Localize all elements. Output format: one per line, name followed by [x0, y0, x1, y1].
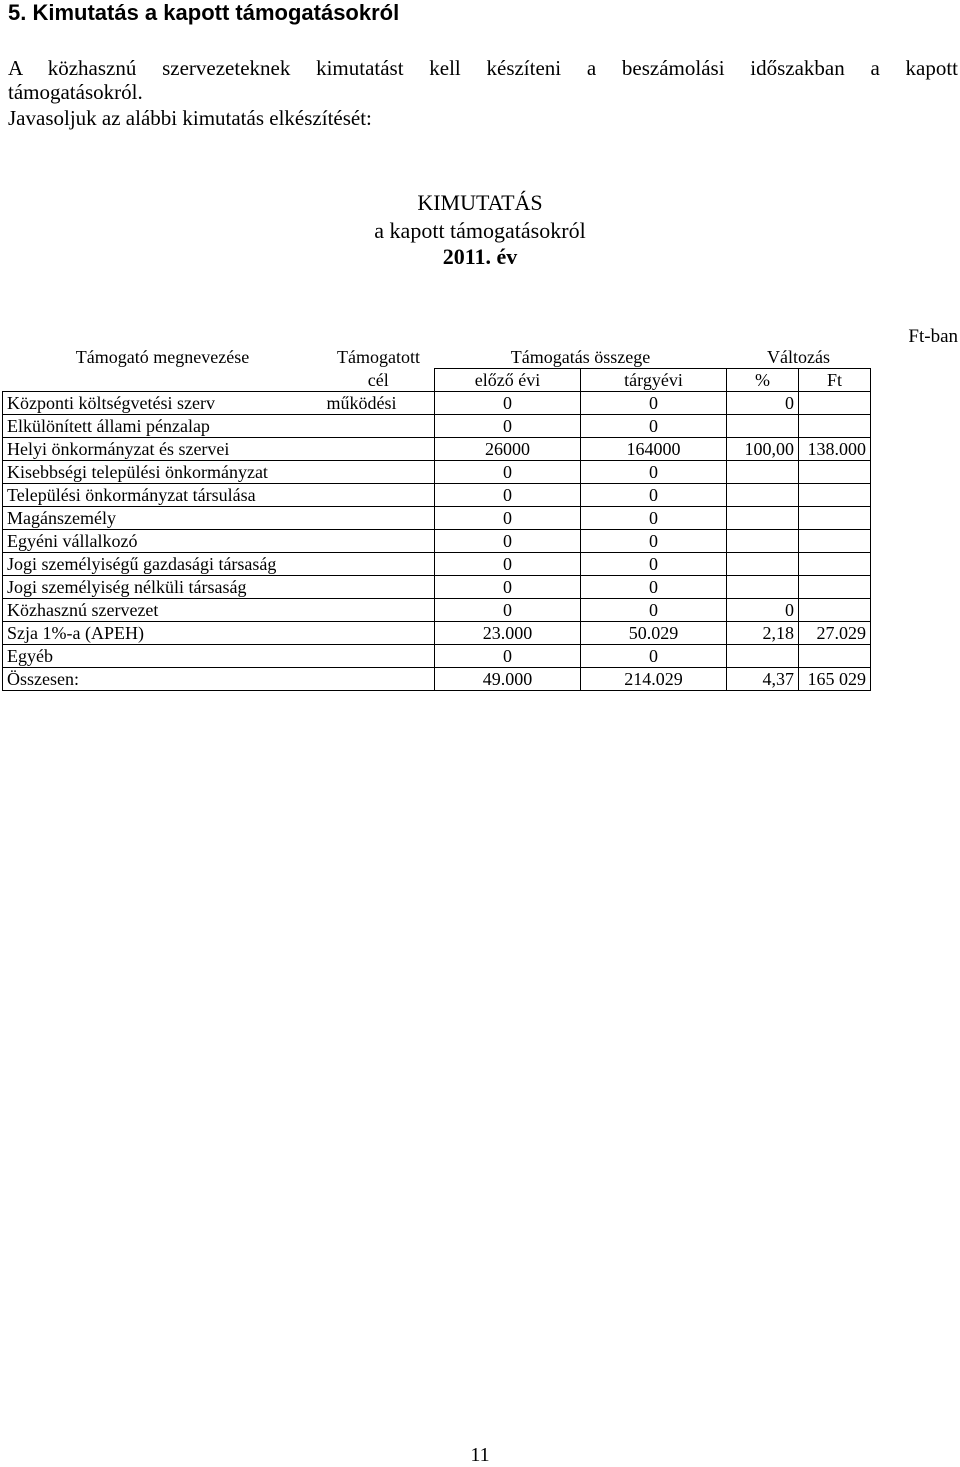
table-header-row-2 [3, 369, 871, 392]
report-subtitle: a kapott támogatásokról [374, 218, 586, 243]
row-prev: 0 [435, 484, 581, 507]
row-prev: 0 [435, 576, 581, 599]
header-target-top: Támogatott [337, 347, 420, 367]
row-ft [799, 461, 871, 484]
row-prev: 0 [435, 461, 581, 484]
row-target: működési [323, 392, 435, 415]
row-name: Közhasznú szervezet [3, 599, 323, 622]
row-name: Összesen: [3, 668, 323, 691]
row-ft [799, 415, 871, 438]
row-prev: 23.000 [435, 622, 581, 645]
row-prev: 0 [435, 530, 581, 553]
row-pct: 2,18 [727, 622, 799, 645]
row-name: Egyéb [3, 645, 323, 668]
row-prev: 0 [435, 599, 581, 622]
row-current: 0 [581, 415, 727, 438]
table-row [3, 438, 871, 461]
row-current: 0 [581, 461, 727, 484]
row-name: Magánszemély [3, 507, 323, 530]
row-ft [799, 530, 871, 553]
row-current: 0 [581, 576, 727, 599]
row-current: 0 [581, 392, 727, 415]
row-target [323, 576, 435, 599]
row-ft: 138.000 [799, 438, 871, 461]
table-row [3, 622, 871, 645]
table-row [3, 415, 871, 438]
row-target [323, 622, 435, 645]
row-target [323, 484, 435, 507]
currency-unit: Ft-ban [908, 326, 958, 347]
report-title: KIMUTATÁS [417, 190, 543, 215]
row-prev: 0 [435, 392, 581, 415]
row-pct: 0 [727, 599, 799, 622]
row-pct: 4,37 [727, 668, 799, 691]
row-prev: 49.000 [435, 668, 581, 691]
row-current: 0 [581, 645, 727, 668]
row-prev: 26000 [435, 438, 581, 461]
table-row [3, 461, 871, 484]
row-ft [799, 507, 871, 530]
row-name: Jogi személyiség nélküli társaság [3, 576, 323, 599]
header-target-bottom: cél [367, 369, 389, 390]
row-current: 214.029 [581, 668, 727, 691]
row-target [323, 599, 435, 622]
header-current: tárgyévi [581, 369, 727, 392]
table-row [3, 484, 871, 507]
intro-line-1: A közhasznú szervezeteknek kimutatást kell készíteni a beszámolási időszakban a kapott [8, 56, 958, 80]
row-ft: 27.029 [799, 622, 871, 645]
row-target [323, 507, 435, 530]
row-ft [799, 599, 871, 622]
row-prev: 0 [435, 553, 581, 576]
header-change: Változás [767, 347, 830, 367]
row-pct [727, 530, 799, 553]
header-prev: előző évi [435, 369, 581, 392]
table-row [3, 530, 871, 553]
row-target [323, 668, 435, 691]
row-target [323, 415, 435, 438]
row-current: 164000 [581, 438, 727, 461]
header-ft: Ft [799, 369, 871, 392]
row-ft [799, 392, 871, 415]
row-current: 0 [581, 599, 727, 622]
row-name: Helyi önkormányzat és szervei [3, 438, 323, 461]
row-current: 0 [581, 553, 727, 576]
row-name: Kisebbségi települési önkormányzat [3, 461, 323, 484]
section-heading: 5. Kimutatás a kapott támogatásokról [8, 0, 400, 25]
intro-line-3: Javasoljuk az alábbi kimutatás elkészítését: [8, 106, 372, 130]
row-pct: 100,00 [727, 438, 799, 461]
header-donor: Támogató megnevezése [75, 347, 250, 367]
row-pct: 0 [727, 392, 799, 415]
row-pct [727, 553, 799, 576]
row-name: Szja 1%-a (APEH) [3, 622, 323, 645]
intro-line-2: támogatásokról. [8, 80, 143, 104]
row-name: Jogi személyiségű gazdasági társaság [3, 553, 323, 576]
table-row [3, 668, 871, 691]
row-prev: 0 [435, 415, 581, 438]
row-ft [799, 484, 871, 507]
table-row [3, 392, 871, 415]
row-prev: 0 [435, 507, 581, 530]
row-name: Elkülönített állami pénzalap [3, 415, 323, 438]
row-ft [799, 645, 871, 668]
table-row [3, 576, 871, 599]
row-ft [799, 576, 871, 599]
row-current: 0 [581, 484, 727, 507]
row-pct [727, 576, 799, 599]
table-header-row-1 [3, 346, 871, 369]
row-target [323, 645, 435, 668]
row-name: Központi költségvetési szerv [3, 392, 323, 415]
table-row [3, 599, 871, 622]
table-row [3, 553, 871, 576]
header-pct: % [727, 369, 799, 392]
row-current: 0 [581, 530, 727, 553]
table-row [3, 645, 871, 668]
report-year: 2011. év [442, 244, 518, 269]
page-number: 11 [470, 1444, 490, 1466]
row-target [323, 461, 435, 484]
row-prev: 0 [435, 645, 581, 668]
table-row [3, 507, 871, 530]
row-name: Települési önkormányzat társulása [3, 484, 323, 507]
row-ft: 165 029 [799, 668, 871, 691]
header-amount: Támogatás összege [510, 347, 651, 367]
row-pct [727, 507, 799, 530]
row-name: Egyéni vállalkozó [3, 530, 323, 553]
row-pct [727, 645, 799, 668]
row-pct [727, 415, 799, 438]
row-ft [799, 553, 871, 576]
row-target [323, 438, 435, 461]
row-target [323, 553, 435, 576]
row-pct [727, 461, 799, 484]
row-pct [727, 484, 799, 507]
support-table [2, 346, 871, 691]
row-current: 0 [581, 507, 727, 530]
row-target [323, 530, 435, 553]
row-current: 50.029 [581, 622, 727, 645]
